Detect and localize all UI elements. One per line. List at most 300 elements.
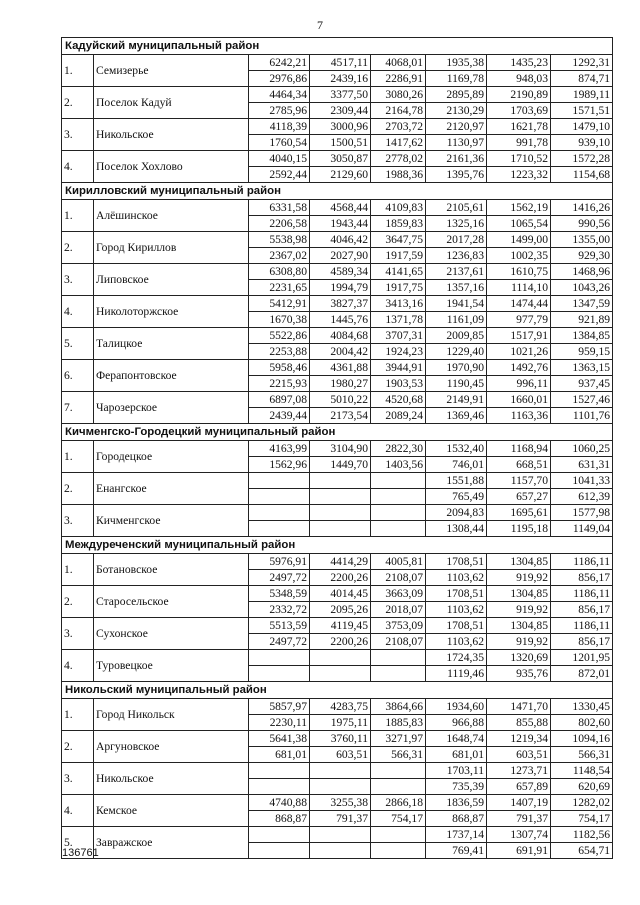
value-cell: 1148,54 [551,763,613,779]
value-cell: 1708,51 [426,586,487,602]
value-cell: 919,92 [487,634,551,650]
value-cell: 1229,40 [426,344,487,360]
value-cell: 1499,00 [487,232,551,248]
table-row [62,296,613,312]
value-cell: 1988,36 [371,167,426,183]
value-cell: 1471,70 [487,699,551,715]
settlement-number: 5. [62,328,94,360]
value-cell: 1724,35 [426,650,487,666]
settlement-name: Никольское [94,763,249,795]
value-cell: 2253,88 [249,344,310,360]
value-cell: 1114,10 [487,280,551,296]
value-cell: 3271,97 [371,731,426,747]
value-cell: 1101,76 [551,408,613,424]
value-cell: 3255,38 [310,795,371,811]
value-cell: 977,79 [487,312,551,328]
value-cell: 1065,54 [487,216,551,232]
settlement-name: Ботановское [94,554,249,586]
value-cell: 3104,90 [310,441,371,457]
value-cell [310,505,371,521]
value-cell: 2017,28 [426,232,487,248]
value-cell [249,827,310,843]
value-cell: 4068,01 [371,55,426,71]
value-cell: 919,92 [487,570,551,586]
value-cell: 657,89 [487,779,551,795]
value-cell [310,489,371,505]
value-cell: 603,51 [487,747,551,763]
value-cell: 2439,16 [310,71,371,87]
settlement-number: 4. [62,296,94,328]
value-cell: 1492,76 [487,360,551,376]
value-cell [249,473,310,489]
value-cell [249,666,310,682]
district-name: Кичменгско-Городецкий муниципальный район [62,424,613,441]
settlement-name: Чарозерское [94,392,249,424]
value-cell: 2367,02 [249,248,310,264]
settlement-name: Енангское [94,473,249,505]
value-cell: 1371,78 [371,312,426,328]
settlement-name: Талицкое [94,328,249,360]
value-cell: 1445,76 [310,312,371,328]
value-cell: 3827,37 [310,296,371,312]
tariff-table [61,37,613,859]
value-cell: 2866,18 [371,795,426,811]
value-cell: 4005,81 [371,554,426,570]
value-cell: 1703,69 [487,103,551,119]
value-cell: 3663,09 [371,586,426,602]
table-row [62,200,613,216]
value-cell: 1163,36 [487,408,551,424]
value-cell [249,843,310,859]
value-cell: 1435,23 [487,55,551,71]
district-name: Междуреченский муниципальный район [62,537,613,554]
value-cell: 1479,10 [551,119,613,135]
value-cell: 1970,90 [426,360,487,376]
value-cell: 2785,96 [249,103,310,119]
value-cell: 4568,44 [310,200,371,216]
value-cell: 1219,34 [487,731,551,747]
value-cell: 1924,23 [371,344,426,360]
value-cell: 566,31 [371,747,426,763]
settlement-number: 3. [62,618,94,650]
value-cell: 1407,19 [487,795,551,811]
settlement-number: 2. [62,586,94,618]
value-cell: 668,51 [487,457,551,473]
settlement-name: Поселок Кадуй [94,87,249,119]
value-cell [371,763,426,779]
value-cell: 2105,61 [426,200,487,216]
value-cell: 2497,72 [249,634,310,650]
value-cell: 4109,83 [371,200,426,216]
settlement-number: 1. [62,55,94,87]
value-cell: 566,31 [551,747,613,763]
value-cell: 856,17 [551,634,613,650]
value-cell: 1347,59 [551,296,613,312]
table-row [62,119,613,135]
value-cell: 868,87 [249,811,310,827]
value-cell: 2332,72 [249,602,310,618]
value-cell: 1195,18 [487,521,551,537]
value-cell: 6308,80 [249,264,310,280]
value-cell [371,489,426,505]
value-cell: 2703,72 [371,119,426,135]
value-cell: 1417,62 [371,135,426,151]
settlement-number: 2. [62,731,94,763]
value-cell [249,505,310,521]
value-cell: 654,71 [551,843,613,859]
settlement-name: Никольское [94,119,249,151]
settlement-name: Кемское [94,795,249,827]
value-cell: 855,88 [487,715,551,731]
value-cell [371,650,426,666]
settlement-number: 2. [62,473,94,505]
value-cell: 1416,26 [551,200,613,216]
district-header-row [62,682,613,699]
value-cell: 5522,86 [249,328,310,344]
value-cell [249,521,310,537]
value-cell: 3864,66 [371,699,426,715]
value-cell: 5857,97 [249,699,310,715]
value-cell: 2149,91 [426,392,487,408]
value-cell: 2108,07 [371,570,426,586]
value-cell [310,779,371,795]
value-cell: 868,87 [426,811,487,827]
value-cell: 603,51 [310,747,371,763]
value-cell: 791,37 [310,811,371,827]
value-cell: 1708,51 [426,554,487,570]
table-row [62,328,613,344]
value-cell: 2009,85 [426,328,487,344]
value-cell [310,521,371,537]
value-cell: 620,69 [551,779,613,795]
value-cell: 2439,44 [249,408,310,424]
table-row [62,554,613,570]
value-cell [310,473,371,489]
settlement-name: Семизерье [94,55,249,87]
value-cell: 3707,31 [371,328,426,344]
value-cell: 1994,79 [310,280,371,296]
table-row [62,795,613,811]
value-cell: 1363,15 [551,360,613,376]
value-cell: 1119,46 [426,666,487,682]
value-cell: 1304,85 [487,586,551,602]
value-cell: 4084,68 [310,328,371,344]
value-cell: 1737,14 [426,827,487,843]
value-cell: 1190,45 [426,376,487,392]
value-cell: 2161,36 [426,151,487,167]
district-header-row [62,38,613,55]
value-cell: 3413,16 [371,296,426,312]
value-cell: 1934,60 [426,699,487,715]
value-cell: 959,15 [551,344,613,360]
value-cell: 2497,72 [249,570,310,586]
value-cell: 1980,27 [310,376,371,392]
value-cell: 1355,00 [551,232,613,248]
value-cell: 4520,68 [371,392,426,408]
table-row [62,441,613,457]
value-cell: 1369,46 [426,408,487,424]
value-cell: 1621,78 [487,119,551,135]
value-cell: 1562,19 [487,200,551,216]
value-cell: 1703,11 [426,763,487,779]
district-header-row [62,183,613,200]
value-cell [249,650,310,666]
value-cell: 1384,85 [551,328,613,344]
table-row [62,763,613,779]
settlement-name: Липовское [94,264,249,296]
settlement-number: 2. [62,232,94,264]
value-cell: 2164,78 [371,103,426,119]
settlement-name: Николоторжское [94,296,249,328]
value-cell: 4283,75 [310,699,371,715]
value-cell: 935,76 [487,666,551,682]
value-cell [249,489,310,505]
value-cell: 1500,51 [310,135,371,151]
value-cell: 2592,44 [249,167,310,183]
value-cell: 2137,61 [426,264,487,280]
value-cell: 1562,96 [249,457,310,473]
value-cell: 2822,30 [371,441,426,457]
value-cell: 1325,16 [426,216,487,232]
value-cell [371,521,426,537]
value-cell: 2108,07 [371,634,426,650]
value-cell: 1186,11 [551,554,613,570]
table-row [62,699,613,715]
value-cell: 2089,24 [371,408,426,424]
value-cell: 1468,96 [551,264,613,280]
value-cell: 856,17 [551,602,613,618]
value-cell [371,827,426,843]
value-cell: 735,39 [426,779,487,795]
value-cell: 1186,11 [551,618,613,634]
value-cell: 937,45 [551,376,613,392]
settlement-name: Город Кириллов [94,232,249,264]
table-row [62,87,613,103]
value-cell: 1157,70 [487,473,551,489]
value-cell: 1572,28 [551,151,613,167]
table-row [62,505,613,521]
value-cell: 1660,01 [487,392,551,408]
value-cell: 1103,62 [426,602,487,618]
value-cell: 1648,74 [426,731,487,747]
value-cell: 1395,76 [426,167,487,183]
settlement-number: 1. [62,554,94,586]
value-cell: 1304,85 [487,554,551,570]
value-cell: 856,17 [551,570,613,586]
value-cell: 4414,29 [310,554,371,570]
value-cell: 1474,44 [487,296,551,312]
settlement-number: 4. [62,650,94,682]
value-cell: 4119,45 [310,618,371,634]
value-cell: 874,71 [551,71,613,87]
value-cell: 1403,56 [371,457,426,473]
table-row [62,55,613,71]
value-cell [310,763,371,779]
value-cell: 3944,91 [371,360,426,376]
value-cell: 1695,61 [487,505,551,521]
value-cell: 991,78 [487,135,551,151]
value-cell: 2130,29 [426,103,487,119]
table-row [62,264,613,280]
value-cell [371,473,426,489]
value-cell: 919,92 [487,602,551,618]
value-cell: 2027,90 [310,248,371,264]
settlement-number: 3. [62,763,94,795]
value-cell: 929,30 [551,248,613,264]
value-cell: 5641,38 [249,731,310,747]
value-cell: 1168,94 [487,441,551,457]
value-cell: 3760,11 [310,731,371,747]
value-cell: 1060,25 [551,441,613,457]
value-cell [371,779,426,795]
table-row [62,586,613,602]
value-cell: 791,37 [487,811,551,827]
value-cell: 769,41 [426,843,487,859]
table-row [62,360,613,376]
district-name: Кадуйский муниципальный район [62,38,613,55]
settlement-name: Поселок Хохлово [94,151,249,183]
settlement-name: Городецкое [94,441,249,473]
value-cell: 1885,83 [371,715,426,731]
value-cell: 5513,59 [249,618,310,634]
value-cell: 5348,59 [249,586,310,602]
value-cell: 765,49 [426,489,487,505]
value-cell: 4517,11 [310,55,371,71]
value-cell: 1935,38 [426,55,487,71]
value-cell: 1307,74 [487,827,551,843]
value-cell: 1201,95 [551,650,613,666]
value-cell: 657,27 [487,489,551,505]
value-cell [310,843,371,859]
value-cell: 1836,59 [426,795,487,811]
document-code: 136761 [62,847,99,859]
value-cell: 2309,44 [310,103,371,119]
value-cell: 1161,09 [426,312,487,328]
value-cell [371,505,426,521]
value-cell: 2286,91 [371,71,426,87]
page-number: 7 [317,18,323,32]
value-cell: 3753,09 [371,618,426,634]
value-cell: 1903,53 [371,376,426,392]
value-cell: 1330,45 [551,699,613,715]
settlement-name: Алёшинское [94,200,249,232]
settlement-name: Кичменгское [94,505,249,537]
value-cell: 1571,51 [551,103,613,119]
value-cell: 2018,07 [371,602,426,618]
settlement-number: 6. [62,360,94,392]
value-cell: 4464,34 [249,87,310,103]
table-row [62,618,613,634]
value-cell: 1292,31 [551,55,613,71]
value-cell: 1975,11 [310,715,371,731]
value-cell: 2094,83 [426,505,487,521]
settlement-name: Туровецкое [94,650,249,682]
value-cell: 5958,46 [249,360,310,376]
district-header-row [62,537,613,554]
value-cell: 754,17 [551,811,613,827]
value-cell: 990,56 [551,216,613,232]
value-cell: 1760,54 [249,135,310,151]
value-cell: 4046,42 [310,232,371,248]
district-header-row [62,424,613,441]
value-cell [310,650,371,666]
value-cell: 1943,44 [310,216,371,232]
value-cell: 6242,21 [249,55,310,71]
value-cell: 5412,91 [249,296,310,312]
value-cell: 2190,89 [487,87,551,103]
value-cell: 1002,35 [487,248,551,264]
value-cell: 1308,44 [426,521,487,537]
settlement-number: 2. [62,87,94,119]
value-cell: 1021,26 [487,344,551,360]
value-cell: 1917,75 [371,280,426,296]
value-cell: 2976,86 [249,71,310,87]
value-cell: 2231,65 [249,280,310,296]
value-cell: 2200,26 [310,570,371,586]
value-cell: 1357,16 [426,280,487,296]
value-cell: 612,39 [551,489,613,505]
value-cell: 1182,56 [551,827,613,843]
value-cell: 6331,58 [249,200,310,216]
value-cell [310,666,371,682]
settlement-number: 7. [62,392,94,424]
value-cell: 1708,51 [426,618,487,634]
value-cell: 3080,26 [371,87,426,103]
settlement-number: 3. [62,119,94,151]
value-cell: 4141,65 [371,264,426,280]
value-cell: 4118,39 [249,119,310,135]
value-cell: 2200,26 [310,634,371,650]
value-cell: 1273,71 [487,763,551,779]
value-cell: 631,31 [551,457,613,473]
value-cell: 3000,96 [310,119,371,135]
value-cell: 5538,98 [249,232,310,248]
settlement-number: 1. [62,200,94,232]
table-row [62,232,613,248]
value-cell: 4014,45 [310,586,371,602]
value-cell: 1043,26 [551,280,613,296]
settlement-name: Аргуновское [94,731,249,763]
district-name: Никольский муниципальный район [62,682,613,699]
value-cell: 746,01 [426,457,487,473]
value-cell: 2230,11 [249,715,310,731]
value-cell: 3050,87 [310,151,371,167]
value-cell: 966,88 [426,715,487,731]
settlement-number: 3. [62,505,94,537]
value-cell: 1610,75 [487,264,551,280]
table-row [62,151,613,167]
value-cell: 5010,22 [310,392,371,408]
value-cell: 2129,60 [310,167,371,183]
value-cell [249,763,310,779]
value-cell: 2120,97 [426,119,487,135]
value-cell: 872,01 [551,666,613,682]
settlement-number: 5. [62,827,94,859]
value-cell: 1223,32 [487,167,551,183]
table-row [62,731,613,747]
value-cell: 1154,68 [551,167,613,183]
value-cell: 4361,88 [310,360,371,376]
table-row [62,473,613,489]
value-cell: 996,11 [487,376,551,392]
value-cell: 1103,62 [426,570,487,586]
value-cell: 2004,42 [310,344,371,360]
settlement-number: 4. [62,795,94,827]
settlement-name: Старосельское [94,586,249,618]
value-cell: 1449,70 [310,457,371,473]
value-cell: 1917,59 [371,248,426,264]
value-cell: 4040,15 [249,151,310,167]
